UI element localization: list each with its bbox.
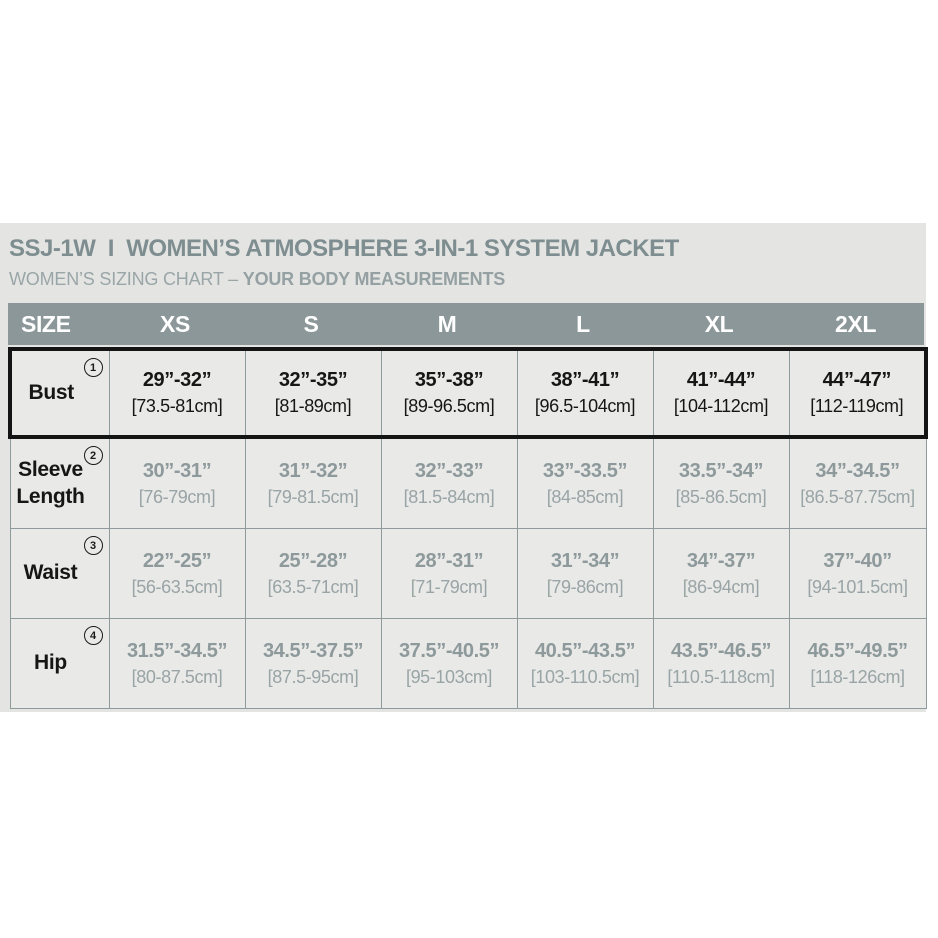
cm-value: [95-103cm] [405, 666, 493, 687]
circled-note-3: 3 [84, 536, 103, 555]
measurement-cell [245, 349, 381, 437]
cm-value: [63.5-71cm] [267, 576, 359, 597]
measurement-cell [789, 529, 926, 619]
row-label: Waist [23, 561, 78, 585]
cm-value: [86-94cm] [682, 576, 760, 597]
measurement-cell [109, 529, 245, 619]
table-row-hip [10, 619, 926, 709]
circled-note-1: 1 [84, 358, 103, 377]
inches-value: 43.5”-46.5” [670, 639, 772, 662]
inches-value: 34”-37” [686, 549, 756, 572]
measurement-cell [381, 529, 517, 619]
inches-value: 41”-44” [686, 369, 756, 391]
cm-value: [118-126cm] [810, 666, 905, 687]
measurement-cell [789, 349, 926, 437]
measurement-cell [653, 529, 789, 619]
measurement-cell [789, 437, 926, 529]
measurement-cell [245, 619, 381, 709]
inches-value: 30”-31” [142, 459, 212, 482]
cm-value: [86.5-87.75cm] [800, 486, 915, 507]
inches-value: 46.5”-49.5” [807, 639, 908, 662]
inches-value: 40.5”-43.5” [534, 639, 636, 662]
sizing-chart-panel [0, 223, 926, 712]
page-subtitle [9, 269, 924, 290]
inches-value: 31”-34” [550, 549, 620, 572]
row-label-cell [10, 529, 109, 619]
measurement-cell [109, 619, 245, 709]
inches-value: 35”-38” [414, 369, 484, 391]
cm-value: [96.5-104cm] [534, 396, 636, 416]
cm-value: [85-86.5cm] [675, 486, 767, 507]
column-header-xl: XL [704, 310, 734, 337]
inches-value: 33.5”-34” [678, 459, 764, 482]
measurement-cell [517, 349, 653, 437]
sizing-table [8, 347, 928, 709]
row-label-cell [10, 437, 109, 529]
cm-value: [94-101.5cm] [807, 576, 908, 597]
cm-value: [71-79cm] [410, 576, 488, 597]
circled-note-2: 2 [84, 446, 103, 465]
row-label-cell [10, 619, 109, 709]
measurement-cell [109, 437, 245, 529]
measurement-cell [381, 437, 517, 529]
column-header-s: S [303, 310, 319, 337]
cm-value: [110.5-118cm] [667, 666, 775, 687]
measurement-cell [381, 619, 517, 709]
row-label-cell [10, 349, 109, 437]
cm-value: [81-89cm] [274, 396, 352, 416]
measurement-cell [109, 349, 245, 437]
inches-value: 22”-25” [142, 549, 212, 572]
inches-value: 28”-31” [414, 549, 484, 572]
column-header-l: L [576, 310, 590, 337]
measurement-cell [517, 437, 653, 529]
row-label: Bust [28, 380, 74, 404]
cm-value: [81.5-84cm] [403, 486, 495, 507]
inches-value: 33”-33.5” [542, 459, 628, 482]
inches-value: 32”-33” [414, 459, 484, 482]
measurement-cell [653, 349, 789, 437]
column-header-size: SIZE [21, 310, 71, 337]
cm-value: [103-110.5cm] [530, 666, 640, 687]
measurement-cell [517, 529, 653, 619]
cm-value: [80-87.5cm] [131, 666, 223, 687]
row-label: Hip [34, 651, 67, 675]
inches-value: 38”-41” [550, 369, 620, 391]
inches-value: 34.5”-37.5” [262, 639, 364, 662]
table-row-waist [10, 529, 926, 619]
inches-value: 32”-35” [278, 369, 348, 391]
cm-value: [76-79cm] [138, 486, 216, 507]
column-header-2xl: 2XL [835, 310, 876, 337]
subtitle-plain: WOMEN’S SIZING CHART – [9, 269, 243, 289]
measurement-cell [789, 619, 926, 709]
measurement-cell [245, 529, 381, 619]
measurement-cell [653, 619, 789, 709]
measurement-cell [517, 619, 653, 709]
cm-value: [73.5-81cm] [131, 396, 223, 416]
inches-value: 37.5”-40.5” [398, 639, 500, 662]
page-title: SSJ-1W I WOMEN’S ATMOSPHERE 3-IN-1 SYSTEM JACKET [9, 235, 679, 262]
row-label: Sleeve Length [16, 458, 85, 508]
table-row-bust [10, 349, 926, 437]
column-header-xs: XS [160, 310, 190, 337]
subtitle-emphasis: YOUR BODY MEASUREMENTS [242, 269, 506, 289]
cm-value: [87.5-95cm] [267, 666, 359, 687]
table-header-row [8, 303, 924, 345]
inches-value: 34”-34.5” [815, 459, 900, 482]
cm-value: [104-112cm] [673, 396, 769, 416]
inches-value: 25”-28” [278, 549, 348, 572]
cm-value: [79-86cm] [546, 576, 624, 597]
cm-value: [56-63.5cm] [131, 576, 223, 597]
inches-value: 37”-40” [823, 549, 892, 572]
inches-value: 31”-32” [278, 459, 348, 482]
cm-value: [112-119cm] [810, 396, 904, 416]
inches-value: 44”-47” [822, 369, 891, 391]
inches-value: 31.5”-34.5” [126, 639, 228, 662]
inches-value: 29”-32” [142, 369, 212, 391]
circled-note-4: 4 [84, 626, 103, 645]
column-header-m: M [437, 310, 457, 337]
measurement-cell [653, 437, 789, 529]
measurement-cell [381, 349, 517, 437]
cm-value: [84-85cm] [546, 486, 624, 507]
table-row-sleeve-length [10, 437, 926, 529]
cm-value: [89-96.5cm] [403, 396, 495, 416]
measurement-cell [245, 437, 381, 529]
cm-value: [79-81.5cm] [267, 486, 359, 507]
